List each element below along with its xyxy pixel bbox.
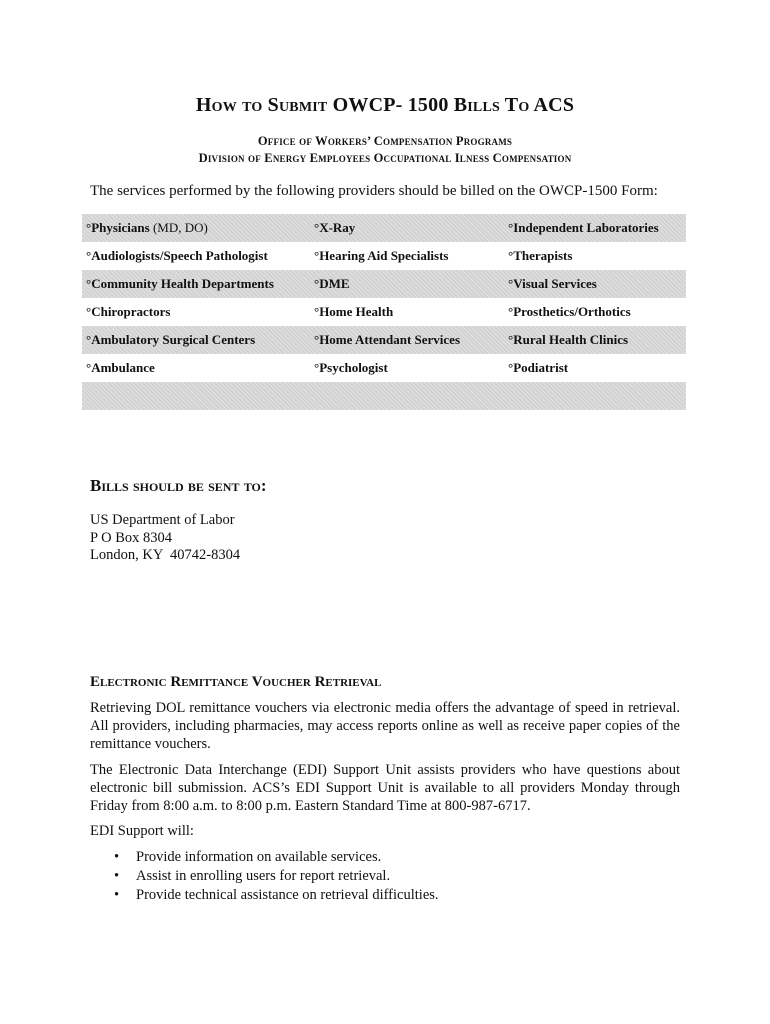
provider-cell <box>82 360 310 376</box>
intro-text: The services performed by the following providers should be billed on the OWCP-1500 Form: <box>90 183 658 199</box>
edi-support-paragraph: The Electronic Data Interchange (EDI) Support Unit assists providers who have questions about electronic bill submission. ACS’s EDI Support Unit is available to all providers Monday through Friday from 8:00 a.m. to 8:00 p.m. Eastern Standard Time at 800-987-6717. <box>90 762 680 814</box>
provider-cell <box>310 220 504 236</box>
provider-name: °Community Health Departments <box>86 276 274 291</box>
provider-cell <box>504 360 686 376</box>
provider-cell <box>310 332 504 348</box>
address-line: P O Box 8304 <box>90 529 173 546</box>
providers-row <box>82 354 686 382</box>
provider-cell <box>82 248 310 264</box>
provider-name: °Psychologist <box>314 360 388 375</box>
list-item-text: Provide information on available services. <box>136 849 382 865</box>
provider-cell <box>82 332 310 348</box>
remittance-paragraph: Retrieving DOL remittance vouchers via electronic media offers the advantage of speed in retrieval. All providers, including pharmacies, may access reports online as well as receive paper copies of the remittance vouchers. <box>90 700 680 752</box>
remittance-heading: Electronic Remittance Voucher Retrieval <box>90 674 382 690</box>
providers-row <box>82 326 686 354</box>
provider-name: °DME <box>314 276 350 291</box>
providers-row <box>82 270 686 298</box>
edi-support-list <box>90 848 680 905</box>
provider-cell <box>310 248 504 264</box>
document-subtitle-office: Office of Workers’ Compensation Programs <box>257 134 513 148</box>
list-item <box>90 867 680 886</box>
provider-cell <box>82 220 310 236</box>
edi-support-label: EDI Support will: <box>90 823 194 839</box>
providers-empty-row <box>82 382 686 410</box>
provider-name: °Podiatrist <box>508 360 569 375</box>
provider-name: °Audiologists/Speech Pathologist <box>86 248 268 263</box>
provider-cell <box>310 360 504 376</box>
provider-name: °X-Ray <box>314 220 356 235</box>
provider-name: °Home Attendant Services <box>314 332 461 347</box>
providers-row <box>82 242 686 270</box>
provider-cell <box>310 304 504 320</box>
provider-note: (MD, DO) <box>149 220 208 235</box>
provider-name: °Prosthetics/Orthotics <box>508 304 631 319</box>
provider-name: °Therapists <box>508 248 573 263</box>
list-item-text: Provide technical assistance on retrieval difficulties. <box>136 887 439 903</box>
provider-name: °Hearing Aid Specialists <box>314 248 449 263</box>
providers-table <box>82 214 686 410</box>
list-item <box>90 848 680 867</box>
address-line: London, KY 40742-8304 <box>90 547 241 563</box>
provider-name: °Ambulatory Surgical Centers <box>86 332 256 347</box>
provider-name: °Physicians <box>86 220 150 235</box>
provider-cell <box>504 276 686 292</box>
provider-cell <box>82 304 310 320</box>
provider-name: °Home Health <box>314 304 394 319</box>
provider-cell <box>504 332 686 348</box>
provider-cell <box>504 304 686 320</box>
provider-name: °Rural Health Clinics <box>508 332 629 347</box>
bills-heading: Bills should be sent to: <box>90 476 267 495</box>
providers-row <box>82 298 686 326</box>
provider-name: °Chiropractors <box>86 304 171 319</box>
list-item <box>90 886 680 905</box>
provider-cell <box>504 220 686 236</box>
document-subtitle-division: Division of Energy Employees Occupational Ilness Compensation <box>198 151 572 165</box>
bullet-icon: • <box>114 849 120 865</box>
provider-name: °Ambulance <box>86 360 155 375</box>
bullet-icon: • <box>114 887 120 903</box>
document-title: How to Submit OWCP- 1500 Bills To ACS <box>195 94 575 116</box>
mailing-address <box>90 512 240 565</box>
provider-name: °Visual Services <box>508 276 597 291</box>
provider-cell <box>82 276 310 292</box>
bullet-icon: • <box>114 868 120 884</box>
address-line: US Department of Labor <box>90 512 235 528</box>
list-item-text: Assist in enrolling users for report retrieval. <box>136 868 391 884</box>
providers-row <box>82 214 686 242</box>
provider-cell <box>310 276 504 292</box>
provider-name: °Independent Laboratories <box>508 220 659 235</box>
provider-cell <box>504 248 686 264</box>
